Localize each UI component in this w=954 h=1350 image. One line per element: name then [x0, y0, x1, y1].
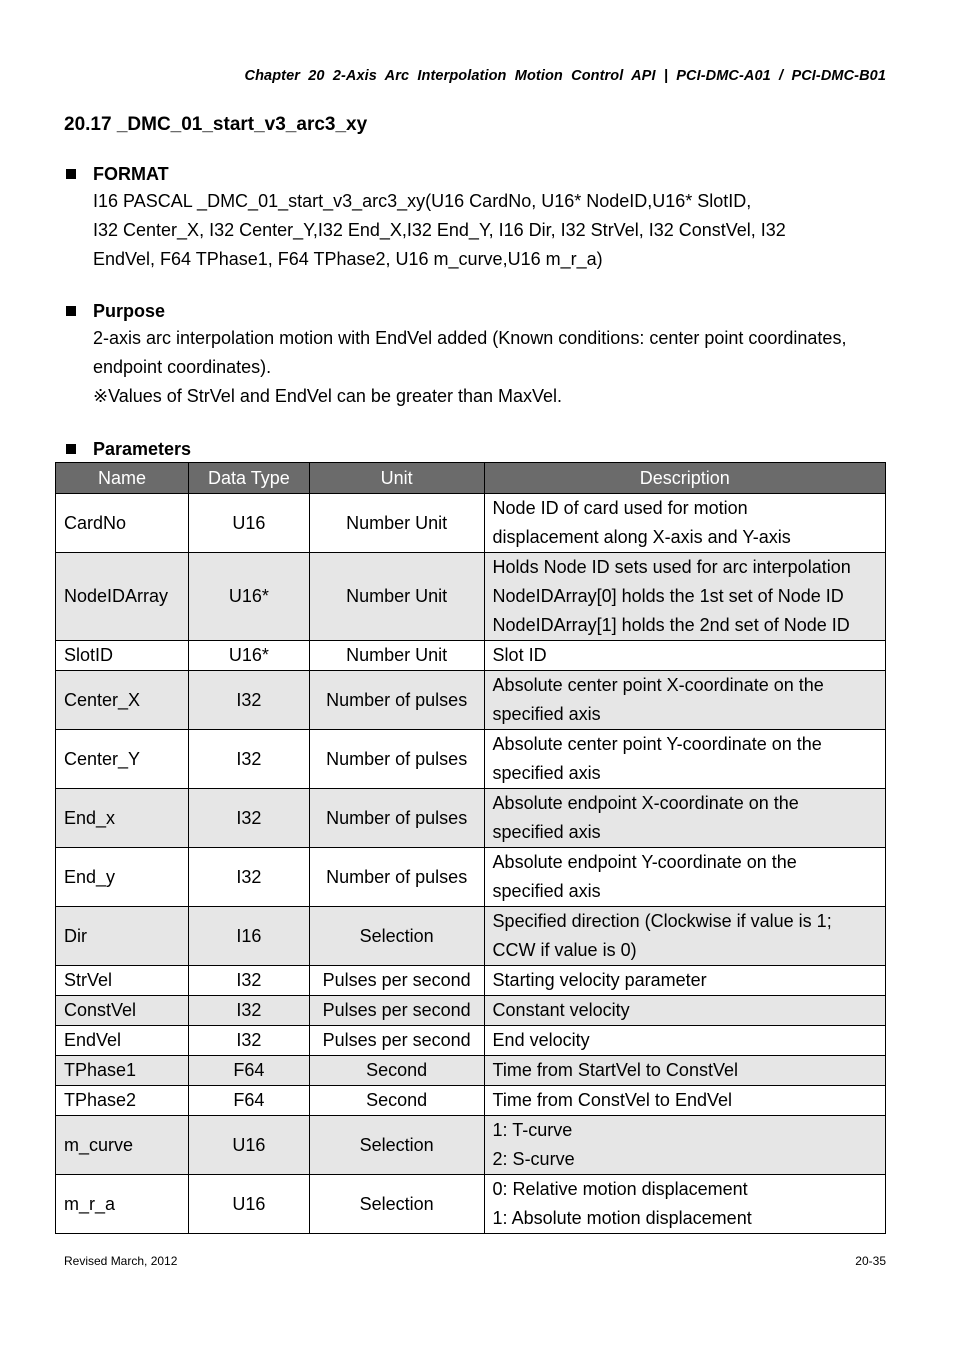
purpose-heading-text: Purpose: [93, 301, 166, 321]
param-unit-cell: Number Unit: [309, 494, 484, 553]
purpose-text: [93, 324, 904, 411]
format-heading-text: FORMAT: [93, 164, 169, 184]
param-type-cell: I32: [188, 730, 309, 789]
param-name-cell: m_curve: [56, 1116, 189, 1175]
param-type-cell: U16*: [188, 641, 309, 671]
description-line: Absolute endpoint Y-coordinate on the: [492, 852, 797, 872]
description-line: specified axis: [492, 881, 601, 901]
page-header: Chapter 20 2-Axis Arc Interpolation Motion Control API | PCI-DMC-A01 / PCI-DMC-B01: [244, 68, 886, 84]
param-type-cell: I32: [188, 1026, 309, 1056]
table-row: [56, 730, 886, 789]
square-bullet-icon: [66, 169, 76, 179]
description-line: CCW if value is 0): [492, 940, 637, 960]
param-description-cell: [484, 730, 885, 789]
param-description-cell: [484, 1175, 885, 1234]
table-row: [56, 553, 886, 641]
table-row: [56, 907, 886, 966]
purpose-section: [64, 298, 904, 411]
param-name-cell: Center_Y: [56, 730, 189, 789]
param-name-cell: NodeIDArray: [56, 553, 189, 641]
param-description-cell: [484, 671, 885, 730]
param-type-cell: I32: [188, 996, 309, 1026]
param-name-cell: ConstVel: [56, 996, 189, 1026]
table-row: [56, 1175, 886, 1234]
format-section: [64, 161, 904, 274]
param-type-cell: I32: [188, 966, 309, 996]
param-name-cell: m_r_a: [56, 1175, 189, 1234]
description-line: 1: Absolute motion displacement: [492, 1208, 752, 1228]
description-line: 2: S-curve: [492, 1149, 575, 1169]
param-description-cell: [484, 553, 885, 641]
param-description-cell: [484, 848, 885, 907]
table-row: [56, 1086, 886, 1116]
column-header: Data Type: [188, 463, 309, 494]
param-unit-cell: Selection: [309, 907, 484, 966]
table-row: [56, 789, 886, 848]
table-row: [56, 1116, 886, 1175]
param-name-cell: CardNo: [56, 494, 189, 553]
table-row: [56, 671, 886, 730]
param-unit-cell: Selection: [309, 1116, 484, 1175]
description-line: Specified direction (Clockwise if value is 1;: [492, 911, 832, 931]
purpose-line: ※Values of StrVel and EndVel can be greater than MaxVel.: [93, 386, 563, 406]
footer-revision: Revised March, 2012: [64, 1254, 178, 1268]
description-line: Slot ID: [492, 645, 547, 665]
param-unit-cell: Pulses per second: [309, 996, 484, 1026]
parameters-heading-text: Parameters: [93, 439, 192, 459]
description-line: Absolute center point Y-coordinate on the: [492, 734, 822, 754]
column-header: Name: [56, 463, 189, 494]
description-line: Constant velocity: [492, 1000, 630, 1020]
parameters-section: [64, 436, 904, 462]
table-row: [56, 641, 886, 671]
format-line: EndVel, F64 TPhase1, F64 TPhase2, U16 m_curve,U16 m_r_a): [93, 249, 603, 269]
param-unit-cell: Number of pulses: [309, 730, 484, 789]
table-row: [56, 1056, 886, 1086]
purpose-heading: [64, 298, 904, 324]
param-name-cell: Dir: [56, 907, 189, 966]
param-type-cell: U16: [188, 1175, 309, 1234]
purpose-line: 2-axis arc interpolation motion with EndVel added (Known conditions: center point coordinates,: [93, 328, 847, 348]
param-description-cell: [484, 907, 885, 966]
param-unit-cell: Second: [309, 1086, 484, 1116]
param-description-cell: [484, 641, 885, 671]
param-name-cell: Center_X: [56, 671, 189, 730]
param-unit-cell: Selection: [309, 1175, 484, 1234]
param-type-cell: U16*: [188, 553, 309, 641]
param-type-cell: I32: [188, 671, 309, 730]
param-unit-cell: Pulses per second: [309, 966, 484, 996]
table-row: [56, 494, 886, 553]
section-title: 20.17 _DMC_01_start_v3_arc3_xy: [64, 114, 368, 135]
description-line: Holds Node ID sets used for arc interpolation: [492, 557, 851, 577]
table-row: [56, 1026, 886, 1056]
param-type-cell: U16: [188, 1116, 309, 1175]
param-type-cell: I32: [188, 848, 309, 907]
param-description-cell: [484, 1086, 885, 1116]
param-description-cell: [484, 494, 885, 553]
param-name-cell: End_y: [56, 848, 189, 907]
param-type-cell: U16: [188, 494, 309, 553]
square-bullet-icon: [66, 306, 76, 316]
description-line: Absolute endpoint X-coordinate on the: [492, 793, 799, 813]
param-unit-cell: Number of pulses: [309, 789, 484, 848]
param-type-cell: I16: [188, 907, 309, 966]
param-description-cell: [484, 789, 885, 848]
parameters-table: [55, 462, 886, 1234]
description-line: NodeIDArray[0] holds the 1st set of Node ID: [492, 586, 844, 606]
square-bullet-icon: [66, 444, 76, 454]
description-line: Time from StartVel to ConstVel: [492, 1060, 738, 1080]
format-signature: [93, 187, 904, 274]
format-line: I32 Center_X, I32 Center_Y,I32 End_X,I32 End_Y, I16 Dir, I32 StrVel, I32 ConstVel, I32: [93, 220, 786, 240]
description-line: NodeIDArray[1] holds the 2nd set of Node ID: [492, 615, 850, 635]
param-unit-cell: Pulses per second: [309, 1026, 484, 1056]
param-description-cell: [484, 1116, 885, 1175]
format-heading: [64, 161, 904, 187]
param-name-cell: StrVel: [56, 966, 189, 996]
column-header: Description: [484, 463, 885, 494]
param-type-cell: F64: [188, 1056, 309, 1086]
description-line: Absolute center point X-coordinate on the: [492, 675, 824, 695]
param-description-cell: [484, 996, 885, 1026]
table-row: [56, 848, 886, 907]
param-unit-cell: Number Unit: [309, 553, 484, 641]
description-line: specified axis: [492, 822, 601, 842]
description-line: specified axis: [492, 763, 601, 783]
format-line: I16 PASCAL _DMC_01_start_v3_arc3_xy(U16 CardNo, U16* NodeID,U16* SlotID,: [93, 191, 752, 211]
parameters-heading: [64, 436, 904, 462]
param-type-cell: F64: [188, 1086, 309, 1116]
description-line: 0: Relative motion displacement: [492, 1179, 748, 1199]
table-row: [56, 966, 886, 996]
table-row: [56, 996, 886, 1026]
footer-page-number: 20-35: [855, 1254, 886, 1268]
description-line: Starting velocity parameter: [492, 970, 707, 990]
purpose-line: endpoint coordinates).: [93, 357, 272, 377]
description-line: Time from ConstVel to EndVel: [492, 1090, 732, 1110]
param-unit-cell: Number of pulses: [309, 671, 484, 730]
param-description-cell: [484, 966, 885, 996]
param-unit-cell: Second: [309, 1056, 484, 1086]
param-unit-cell: Number of pulses: [309, 848, 484, 907]
column-header: Unit: [309, 463, 484, 494]
param-description-cell: [484, 1026, 885, 1056]
description-line: 1: T-curve: [492, 1120, 573, 1140]
param-name-cell: TPhase2: [56, 1086, 189, 1116]
param-unit-cell: Number Unit: [309, 641, 484, 671]
description-line: displacement along X-axis and Y-axis: [492, 527, 791, 547]
param-name-cell: SlotID: [56, 641, 189, 671]
param-type-cell: I32: [188, 789, 309, 848]
param-name-cell: EndVel: [56, 1026, 189, 1056]
description-line: End velocity: [492, 1030, 590, 1050]
param-description-cell: [484, 1056, 885, 1086]
param-name-cell: End_x: [56, 789, 189, 848]
description-line: specified axis: [492, 704, 601, 724]
param-name-cell: TPhase1: [56, 1056, 189, 1086]
table-header-row: [56, 463, 886, 494]
description-line: Node ID of card used for motion: [492, 498, 748, 518]
